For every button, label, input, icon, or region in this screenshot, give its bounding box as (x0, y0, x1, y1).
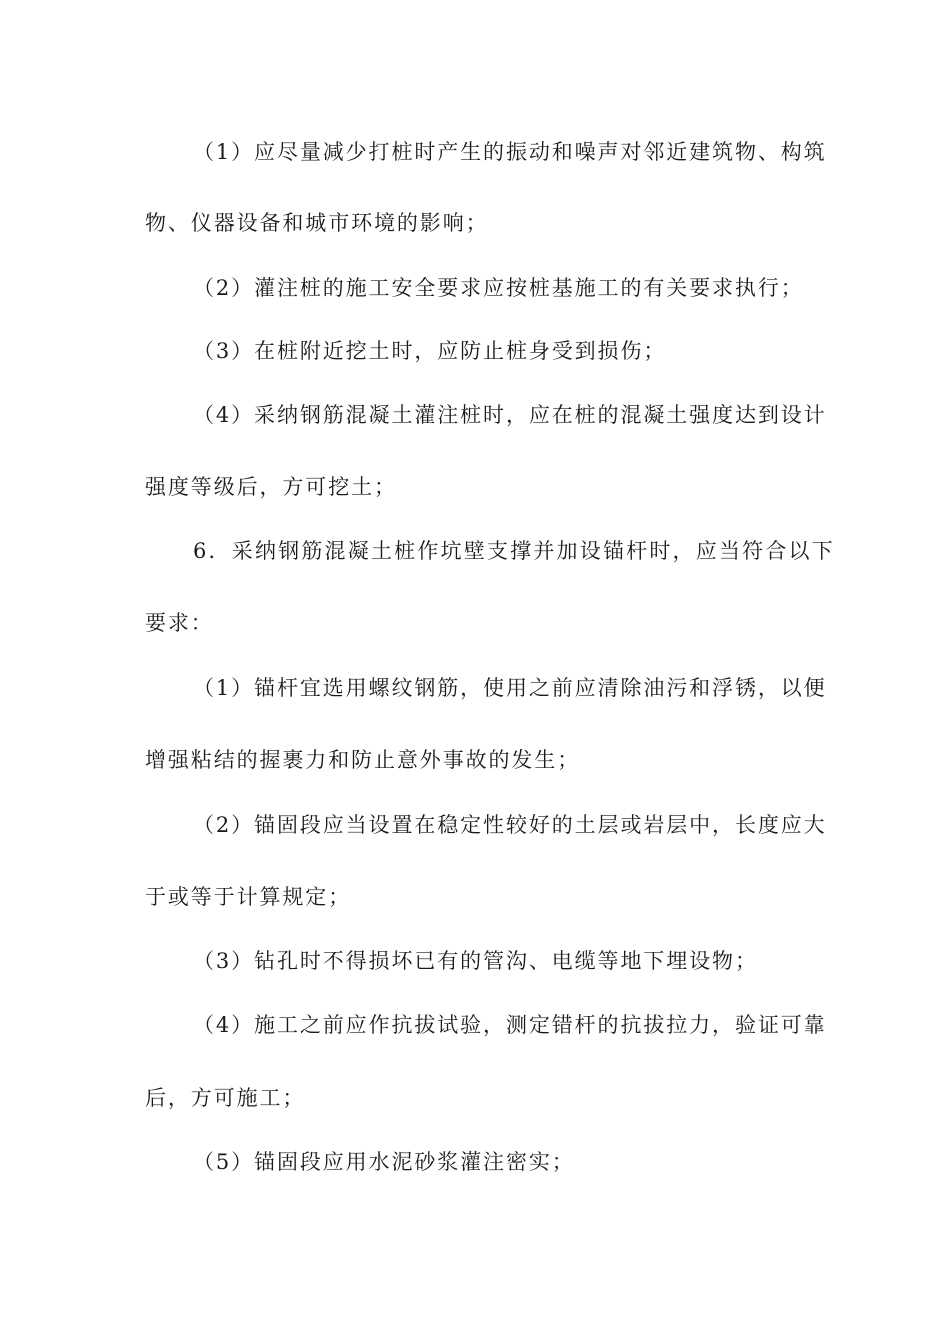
paragraph-line-16: （5）锚固段应用水泥砂浆灌注密实； (193, 1150, 575, 1174)
paragraph-line-2: 物、仪器设备和城市环境的影响； (145, 211, 489, 235)
paragraph-line-1: （1）应尽量减少打桩时产生的振动和噪声对邻近建筑物、构筑 (193, 140, 827, 164)
paragraph-line-15: 后，方可施工； (145, 1086, 306, 1110)
paragraph-line-6: 强度等级后，方可挖土； (145, 475, 397, 499)
paragraph-line-3: （2）灌注桩的施工安全要求应按桩基施工的有关要求执行； (193, 276, 804, 300)
paragraph-line-4: （3）在桩附近挖土时，应防止桩身受到损伤； (193, 339, 667, 363)
paragraph-line-13: （3）钻孔时不得损坏已有的管沟、电缆等地下埋设物； (193, 949, 758, 973)
paragraph-line-14: （4）施工之前应作抗拔试验，测定错杆的抗拔拉力，验证可靠 (193, 1013, 827, 1037)
section-heading-6: 6．采纳钢筋混凝土桩作坑壁支撑并加设锚杆时，应当符合以下 (193, 539, 835, 563)
paragraph-line-9: （1）锚杆宜选用螺纹钢筋，使用之前应清除油污和浮锈，以便 (193, 676, 827, 700)
paragraph-line-5: （4）采纳钢筋混凝土灌注桩时，应在桩的混凝土强度达到设计 (193, 403, 827, 427)
paragraph-line-11: （2）锚固段应当设置在稳定性较好的土层或岩层中，长度应大 (193, 813, 827, 837)
paragraph-line-12: 于或等于计算规定； (145, 885, 352, 909)
paragraph-line-8: 要求： (145, 611, 214, 635)
paragraph-line-10: 增强粘结的握裹力和防止意外事故的发生； (145, 748, 581, 772)
